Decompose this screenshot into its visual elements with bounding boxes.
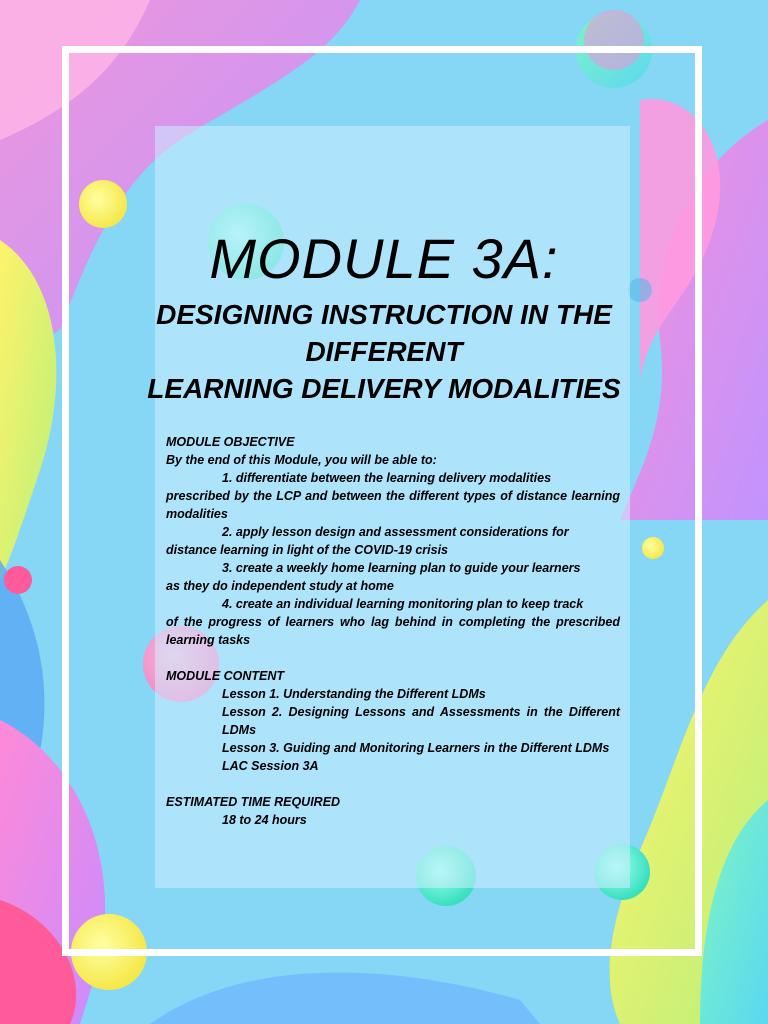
subtitle-line-1: DESIGNING INSTRUCTION IN THE [156, 299, 612, 330]
time-value: 18 to 24 hours [222, 813, 307, 827]
lesson-item: Lesson 1. Understanding the Different LDMs [222, 687, 486, 701]
objective-item-rest: as they do independent study at home [166, 579, 394, 593]
objective-heading: MODULE OBJECTIVE [166, 435, 295, 449]
objective-item-first-line: 3. create a weekly home learning plan to guide your learners [222, 561, 581, 575]
objective-item-first-line: 2. apply lesson design and assessment considerations for [222, 525, 569, 539]
objective-item [166, 469, 620, 523]
module-subtitle [90, 296, 678, 407]
time-heading: ESTIMATED TIME REQUIRED [166, 795, 341, 809]
objective-item-rest: distance learning in light of the COVID-19 crisis [166, 543, 449, 557]
subtitle-line-2: DIFFERENT [305, 336, 463, 367]
objective-item-rest: of the progress of learners who lag behind in completing the prescribed learning tasks [166, 615, 620, 647]
module-title: MODULE 3A: [209, 227, 559, 290]
objective-intro: By the end of this Module, you will be able to: [166, 453, 437, 467]
objective-item-first-line: 4. create an individual learning monitoring plan to keep track [222, 597, 584, 611]
subtitle-line-3: LEARNING DELIVERY MODALITIES [147, 373, 621, 404]
content-heading: MODULE CONTENT [166, 669, 285, 683]
lesson-item: Lesson 3. Guiding and Monitoring Learners in the Different LDMs [222, 741, 610, 755]
objective-item [166, 559, 620, 595]
spacer [166, 649, 620, 667]
objective-item [166, 595, 620, 649]
lesson-item: LAC Session 3A [222, 759, 319, 773]
lesson-item: Lesson 2. Designing Lessons and Assessments in the Different LDMs [222, 705, 620, 737]
objective-item-rest: prescribed by the LCP and between the different types of distance learning modalities [166, 489, 620, 521]
module-body [166, 433, 620, 829]
objective-item-first-line: 1. differentiate between the learning delivery modalities [222, 471, 552, 485]
objective-item [166, 523, 620, 559]
spacer [166, 775, 620, 793]
